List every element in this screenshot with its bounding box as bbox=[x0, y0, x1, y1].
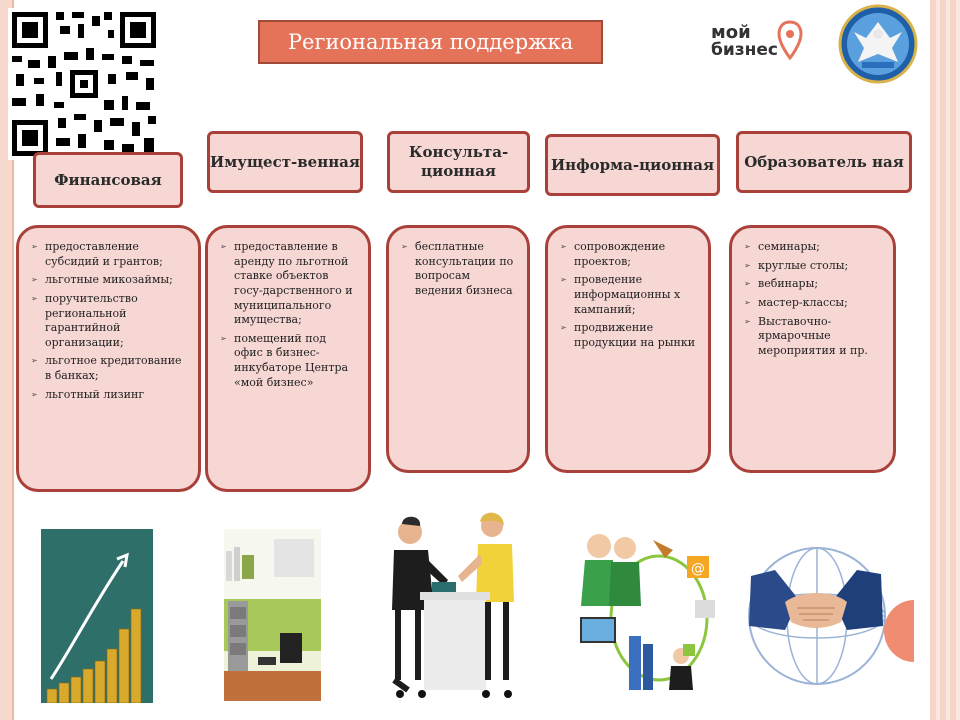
header-education: Образователь ная bbox=[736, 131, 912, 193]
decor-circle-icon bbox=[884, 600, 914, 662]
location-pin-icon bbox=[777, 20, 803, 62]
list-item: ➢ льготное кредитование в банках; bbox=[31, 354, 188, 383]
office-interior-image bbox=[224, 529, 321, 701]
card-education bbox=[729, 225, 896, 473]
logo-text-line2: бизнес bbox=[711, 40, 779, 60]
header-property: Имущест-венная bbox=[207, 131, 363, 193]
information-network-image bbox=[577, 526, 717, 694]
right-decor-stripe bbox=[930, 0, 960, 720]
moi-biznes-logo bbox=[697, 10, 815, 78]
list-item: ➢ круглые столы; bbox=[744, 259, 883, 274]
list-item: ➢ семинары; bbox=[744, 240, 883, 255]
list-item: ➢ Выставочно-ярмарочные мероприятия и пр. bbox=[744, 315, 883, 359]
coins-growth-image bbox=[41, 529, 153, 703]
republic-emblem-icon bbox=[838, 4, 918, 84]
header-financial: Финансовая bbox=[33, 152, 183, 208]
qr-code-icon bbox=[8, 8, 160, 160]
card-consulting bbox=[386, 225, 530, 473]
handshake-globe-image bbox=[745, 530, 887, 698]
page-title: Региональная поддержка bbox=[258, 20, 603, 64]
list-item: ➢ проведение информационны х кампаний; bbox=[560, 273, 698, 317]
list-item: ➢ мастер-классы; bbox=[744, 296, 883, 311]
list-item: ➢ продвижение продукции на рынки bbox=[560, 321, 698, 350]
svg-text:@: @ bbox=[691, 561, 705, 577]
list-item: ➢ поручительство региональной гарантийной организации; bbox=[31, 292, 188, 351]
card-property bbox=[205, 225, 371, 492]
list-item: ➢ сопровождение проектов; bbox=[560, 240, 698, 269]
header-consulting: Консульта-ционная bbox=[387, 131, 530, 193]
list-item: ➢ льготный лизинг bbox=[31, 388, 188, 403]
list-item: ➢ предоставление субсидий и грантов; bbox=[31, 240, 188, 269]
list-item: ➢ предоставление в аренду по льготной ставке объектов госу-дарственного и муниципального имущества; bbox=[220, 240, 358, 328]
list-item: ➢ вебинары; bbox=[744, 277, 883, 292]
list-item: ➢ льготные микозаймы; bbox=[31, 273, 188, 288]
logo-text-line1: мой bbox=[711, 22, 751, 43]
business-meeting-image bbox=[388, 510, 520, 702]
list-item: ➢ бесплатные консультации по вопросам ведения бизнеса bbox=[401, 240, 517, 299]
header-information: Информа-ционная bbox=[545, 134, 720, 196]
card-financial bbox=[16, 225, 201, 492]
list-item: ➢ помещений под офис в бизнес-инкубаторе Центра «мой бизнес» bbox=[220, 332, 358, 391]
card-information bbox=[545, 225, 711, 473]
